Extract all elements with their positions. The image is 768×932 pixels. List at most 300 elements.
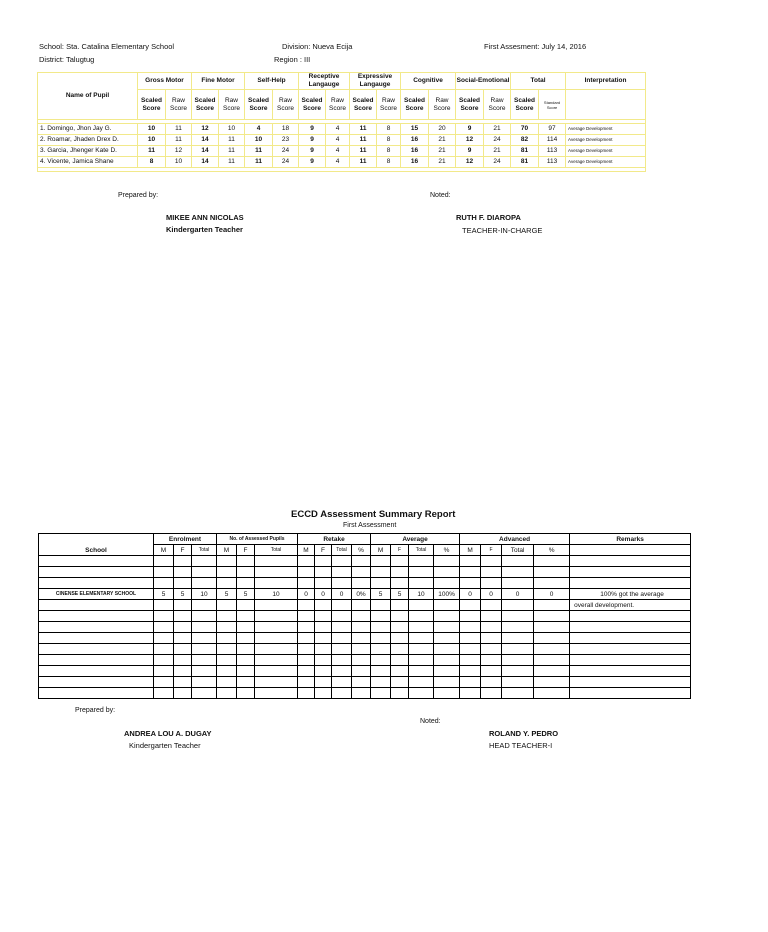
empty-cell: [332, 688, 352, 699]
empty-cell: [192, 677, 217, 688]
empty-cell: [570, 677, 691, 688]
scaled-score-cell: 8: [138, 157, 166, 168]
empty-cell: [39, 677, 154, 688]
empty-cell: [255, 600, 298, 611]
empty-cell: [460, 644, 481, 655]
empty-cell: [174, 600, 192, 611]
empty-cell: [237, 655, 255, 666]
sub-m: M: [298, 545, 315, 556]
raw-score-cell: 12: [166, 146, 192, 157]
scaled-score-cell: 16: [401, 135, 429, 146]
empty-cell: [352, 611, 371, 622]
scaled-score-cell: 16: [401, 157, 429, 168]
empty-cell: [174, 666, 192, 677]
empty-cell: [502, 578, 534, 589]
empty-cell: [371, 677, 391, 688]
empty-cell: [502, 600, 534, 611]
empty-cell: [434, 556, 460, 567]
pupil-name: 4. Vicente, Jamica Shane: [38, 157, 138, 168]
scaled-score-cell: 9: [299, 124, 326, 135]
scaled-score-cell: 11: [350, 146, 377, 157]
empty-cell: [174, 688, 192, 699]
pupil-row: [38, 124, 646, 135]
empty-cell: [174, 633, 192, 644]
empty-cell: [409, 622, 434, 633]
empty-cell: [237, 677, 255, 688]
scaled-score-cell: 9: [299, 157, 326, 168]
empty-cell: [192, 611, 217, 622]
summary-value-cell: 0: [332, 589, 352, 600]
empty-cell: [409, 633, 434, 644]
sub-f: F: [237, 545, 255, 556]
raw-score-cell: 11: [166, 135, 192, 146]
scaled-score-header: Scaled Score: [456, 90, 484, 120]
scaled-score-cell: 4: [245, 124, 273, 135]
empty-cell: [481, 600, 502, 611]
empty-cell: [154, 578, 174, 589]
empty-cell: [391, 633, 409, 644]
empty-cell: [534, 567, 570, 578]
empty-cell: [434, 688, 460, 699]
empty-cell: [534, 600, 570, 611]
scaled-score-cell: 12: [456, 135, 484, 146]
raw-score-cell: 24: [273, 157, 299, 168]
scaled-score-cell: 81: [511, 146, 539, 157]
empty-cell: [434, 677, 460, 688]
raw-score-cell: 114: [539, 135, 566, 146]
empty-cell: [332, 633, 352, 644]
empty-cell: [332, 677, 352, 688]
name-of-pupil-header: Name of Pupil: [38, 73, 138, 120]
empty-cell: [298, 633, 315, 644]
empty-cell: [192, 688, 217, 699]
raw-score-cell: 21: [429, 135, 456, 146]
empty-cell: [39, 633, 154, 644]
empty-cell: [154, 600, 174, 611]
empty-cell: [460, 600, 481, 611]
summary-value-cell: 5: [237, 589, 255, 600]
empty-cell: [217, 655, 237, 666]
summary-value-cell: 0: [502, 589, 534, 600]
empty-cell: [481, 655, 502, 666]
sub-m: M: [154, 545, 174, 556]
empty-cell: [217, 622, 237, 633]
pupil-scores-table: [37, 72, 646, 172]
raw-score-cell: 4: [326, 135, 350, 146]
empty-cell: [352, 622, 371, 633]
scaled-score-header: Scaled Score: [192, 90, 219, 120]
empty-cell: [174, 622, 192, 633]
enrolment-header: Enrolment: [154, 534, 217, 545]
empty-cell: [315, 688, 332, 699]
empty-cell: [217, 556, 237, 567]
scaled-score-cell: 9: [299, 146, 326, 157]
empty-cell: [39, 600, 154, 611]
empty-cell: [255, 644, 298, 655]
summary-value-cell: 5: [391, 589, 409, 600]
raw-score-cell: 21: [429, 157, 456, 168]
raw-score-cell: 8: [377, 135, 401, 146]
interpretation-cell: Average Development: [566, 135, 646, 146]
empty-cell: [502, 644, 534, 655]
empty-cell: [255, 666, 298, 677]
empty-cell: [332, 622, 352, 633]
sub-f: F: [174, 545, 192, 556]
noted-by-role: TEACHER-IN-CHARGE: [462, 226, 543, 235]
empty-cell: [298, 611, 315, 622]
empty-cell: [352, 556, 371, 567]
raw-score-cell: 97: [539, 124, 566, 135]
empty-cell: [154, 622, 174, 633]
empty-cell: [352, 666, 371, 677]
empty-cell: [315, 677, 332, 688]
empty-cell: [217, 611, 237, 622]
sub-pct: %: [434, 545, 460, 556]
school-label: School: Sta. Catalina Elementary School: [39, 42, 175, 51]
empty-cell: [315, 622, 332, 633]
raw-score-cell: 8: [377, 157, 401, 168]
empty-cell: [534, 677, 570, 688]
empty-cell: [217, 644, 237, 655]
empty-row: [39, 611, 691, 622]
empty-cell: [391, 644, 409, 655]
raw-score-cell: 8: [377, 146, 401, 157]
empty-cell: [315, 655, 332, 666]
empty-cell: [237, 600, 255, 611]
noted-by-name-bottom: ROLAND Y. PEDRO: [489, 729, 559, 738]
empty-cell: [255, 611, 298, 622]
raw-score-cell: 20: [429, 124, 456, 135]
empty-cell: [237, 578, 255, 589]
empty-cell: [502, 633, 534, 644]
empty-cell: [391, 655, 409, 666]
scaled-score-header: Scaled Score: [401, 90, 429, 120]
empty-cell: [332, 567, 352, 578]
empty-cell: [409, 600, 434, 611]
raw-score-cell: 113: [539, 146, 566, 157]
empty-cell: [352, 688, 371, 699]
empty-cell: [352, 677, 371, 688]
empty-cell: [217, 600, 237, 611]
empty-cell: [315, 611, 332, 622]
empty-cell: [332, 644, 352, 655]
empty-cell: [332, 578, 352, 589]
empty-cell: [237, 688, 255, 699]
division-label: Division: Nueva Ecija: [282, 42, 353, 51]
empty-cell: [434, 611, 460, 622]
summary-value-cell: 0: [298, 589, 315, 600]
remark-line-1: 100% got the average: [570, 589, 691, 600]
advanced-header: Advanced: [460, 534, 570, 545]
scaled-score-cell: 16: [401, 146, 429, 157]
empty-cell: [460, 622, 481, 633]
sub-f: F: [315, 545, 332, 556]
sub-total: Total: [255, 545, 298, 556]
scaled-score-cell: 12: [192, 124, 219, 135]
summary-table: [38, 533, 691, 699]
raw-score-header: Raw Score: [326, 90, 350, 120]
empty-cell: [39, 556, 154, 567]
empty-cell: [434, 622, 460, 633]
empty-cell: [332, 655, 352, 666]
empty-cell: [39, 611, 154, 622]
empty-cell: [371, 666, 391, 677]
empty-cell: [409, 666, 434, 677]
raw-score-header: Raw Score: [166, 90, 192, 120]
pupil-row: [38, 135, 646, 146]
empty-row: [39, 556, 691, 567]
summary-value-cell: 5: [371, 589, 391, 600]
empty-cell: [570, 567, 691, 578]
raw-score-cell: 11: [219, 146, 245, 157]
sub-pct: %: [534, 545, 570, 556]
average-header: Average: [371, 534, 460, 545]
empty-cell: [255, 688, 298, 699]
raw-score-header: Raw Score: [484, 90, 511, 120]
empty-cell: [154, 556, 174, 567]
empty-cell: [174, 567, 192, 578]
remarks-header: Remarks: [570, 534, 691, 545]
empty-cell: [39, 622, 154, 633]
empty-cell: [192, 666, 217, 677]
empty-cell: [255, 556, 298, 567]
empty-cell: [434, 655, 460, 666]
empty-row: [39, 633, 691, 644]
domain-header: Receptive Langauge: [299, 73, 350, 90]
empty-cell: [39, 688, 154, 699]
empty-cell: [409, 578, 434, 589]
raw-score-cell: 21: [484, 124, 511, 135]
domain-header: Expressive Langauge: [350, 73, 401, 90]
empty-cell: [154, 644, 174, 655]
empty-cell: [174, 556, 192, 567]
raw-score-cell: 4: [326, 124, 350, 135]
scaled-score-header: Scaled Score: [511, 90, 539, 120]
empty-cell: [154, 655, 174, 666]
remark-line-2: overall development.: [570, 600, 691, 611]
empty-cell: [409, 677, 434, 688]
empty-cell: [352, 578, 371, 589]
empty-cell: [434, 666, 460, 677]
noted-by-name: RUTH F. DIAROPA: [456, 213, 521, 222]
summary-value-cell: 10: [255, 589, 298, 600]
pupil-name: 3. Garcia, Jhenger Kate D.: [38, 146, 138, 157]
empty-cell: [298, 600, 315, 611]
raw-score-header: Raw Score: [273, 90, 299, 120]
sub-pct: %: [352, 545, 371, 556]
summary-value-cell: 0: [481, 589, 502, 600]
scaled-score-cell: 14: [192, 146, 219, 157]
scaled-score-cell: 9: [456, 124, 484, 135]
scaled-score-header: Scaled Score: [350, 90, 377, 120]
empty-cell: [298, 567, 315, 578]
interpretation-header: Interpretation: [566, 73, 646, 90]
summary-value-cell: 5: [174, 589, 192, 600]
empty-cell: [570, 666, 691, 677]
assessed-pupils-header: No. of Assessed Pupils: [217, 534, 298, 545]
empty-cell: [154, 666, 174, 677]
empty-cell: [315, 666, 332, 677]
empty-cell: [237, 611, 255, 622]
raw-score-cell: 24: [484, 157, 511, 168]
sub-m: M: [371, 545, 391, 556]
empty-cell: [237, 567, 255, 578]
empty-cell: [371, 578, 391, 589]
domain-header: Gross Motor: [138, 73, 192, 90]
empty-cell: [460, 556, 481, 567]
empty-cell: [39, 644, 154, 655]
scaled-score-cell: 81: [511, 157, 539, 168]
scaled-score-cell: 11: [138, 146, 166, 157]
prepared-by-name: MIKEE ANN NICOLAS: [166, 213, 244, 222]
raw-score-cell: 113: [539, 157, 566, 168]
sub-total: Total: [332, 545, 352, 556]
empty-cell: [192, 567, 217, 578]
empty-cell: [237, 666, 255, 677]
empty-cell: [332, 611, 352, 622]
summary-value-cell: 10: [409, 589, 434, 600]
empty-cell: [298, 688, 315, 699]
empty-cell: [154, 633, 174, 644]
empty-cell: [255, 633, 298, 644]
empty-cell: [332, 556, 352, 567]
district-label: District: Talugtug: [39, 55, 95, 64]
domain-header: Fine Motor: [192, 73, 245, 90]
empty-cell: [481, 622, 502, 633]
scaled-score-cell: 12: [456, 157, 484, 168]
empty-row: [39, 666, 691, 677]
school-name: CINENSE ELEMENTARY SCHOOL: [39, 589, 154, 600]
empty-cell: [534, 611, 570, 622]
scaled-score-cell: 11: [350, 135, 377, 146]
empty-cell: [391, 622, 409, 633]
empty-cell: [502, 611, 534, 622]
retake-header: Retake: [298, 534, 371, 545]
empty-cell: [371, 633, 391, 644]
interpretation-cell: Average Development: [566, 124, 646, 135]
empty-cell: [315, 567, 332, 578]
empty-cell: [154, 567, 174, 578]
empty-cell: [434, 578, 460, 589]
empty-cell: [460, 666, 481, 677]
empty-cell: [298, 644, 315, 655]
empty-cell: [570, 622, 691, 633]
empty-cell: [39, 567, 154, 578]
scaled-score-cell: 10: [138, 135, 166, 146]
empty-cell: [534, 644, 570, 655]
empty-cell: [237, 644, 255, 655]
interpretation-spacer: [566, 90, 646, 120]
summary-value-cell: 0%: [352, 589, 371, 600]
scaled-score-cell: 11: [245, 146, 273, 157]
empty-cell: [570, 655, 691, 666]
empty-cell: [217, 567, 237, 578]
empty-row: [39, 567, 691, 578]
empty-cell: [352, 600, 371, 611]
scaled-score-cell: 11: [350, 124, 377, 135]
empty-cell: [570, 633, 691, 644]
empty-cell: [315, 578, 332, 589]
empty-cell: [371, 655, 391, 666]
empty-cell: [298, 677, 315, 688]
prepared-by-label: Prepared by:: [118, 192, 159, 199]
empty-cell: [371, 611, 391, 622]
summary-value-cell: 10: [192, 589, 217, 600]
pupil-name: 1. Domingo, Jhon Jay G.: [38, 124, 138, 135]
empty-cell: [481, 567, 502, 578]
raw-score-cell: 21: [484, 146, 511, 157]
empty-cell: [255, 567, 298, 578]
empty-cell: [502, 622, 534, 633]
empty-cell: [570, 611, 691, 622]
empty-cell: [371, 688, 391, 699]
empty-cell: [298, 578, 315, 589]
summary-value-cell: 5: [217, 589, 237, 600]
scaled-score-cell: 82: [511, 135, 539, 146]
empty-cell: [174, 644, 192, 655]
empty-row: [39, 578, 691, 589]
empty-cell: [534, 622, 570, 633]
empty-row: [39, 688, 691, 699]
empty-cell: [481, 633, 502, 644]
empty-row: [39, 600, 691, 611]
empty-cell: [371, 644, 391, 655]
empty-cell: [154, 611, 174, 622]
scaled-score-header: Scaled Score: [245, 90, 273, 120]
empty-cell: [255, 578, 298, 589]
empty-cell: [371, 622, 391, 633]
empty-cell: [534, 666, 570, 677]
spacer-row: [38, 168, 646, 172]
raw-score-header: Raw Score: [429, 90, 456, 120]
empty-cell: [332, 600, 352, 611]
empty-row: [39, 677, 691, 688]
scaled-score-cell: 11: [350, 157, 377, 168]
sub-total: Total: [502, 545, 534, 556]
empty-cell: [192, 655, 217, 666]
empty-cell: [217, 578, 237, 589]
empty-cell: [192, 600, 217, 611]
raw-score-cell: 10: [166, 157, 192, 168]
remarks-subheader: [570, 545, 691, 556]
empty-cell: [502, 677, 534, 688]
raw-score-cell: 11: [166, 124, 192, 135]
empty-cell: [434, 633, 460, 644]
interpretation-cell: Average Development: [566, 157, 646, 168]
domain-header: Total: [511, 73, 566, 90]
empty-cell: [391, 578, 409, 589]
scaled-score-cell: 10: [138, 124, 166, 135]
empty-cell: [192, 578, 217, 589]
empty-cell: [391, 677, 409, 688]
domain-header: Self-Help: [245, 73, 299, 90]
prepared-by-name-bottom: ANDREA LOU A. DUGAY: [124, 729, 212, 738]
domain-header: Social-Emotional: [456, 73, 511, 90]
empty-cell: [217, 633, 237, 644]
noted-label: Noted:: [430, 192, 451, 199]
empty-cell: [570, 556, 691, 567]
empty-cell: [481, 688, 502, 699]
sub-f: F: [481, 545, 502, 556]
empty-cell: [174, 677, 192, 688]
empty-cell: [534, 578, 570, 589]
empty-cell: [409, 567, 434, 578]
empty-cell: [534, 688, 570, 699]
empty-cell: [332, 666, 352, 677]
empty-cell: [481, 677, 502, 688]
empty-cell: [460, 677, 481, 688]
empty-cell: [352, 655, 371, 666]
